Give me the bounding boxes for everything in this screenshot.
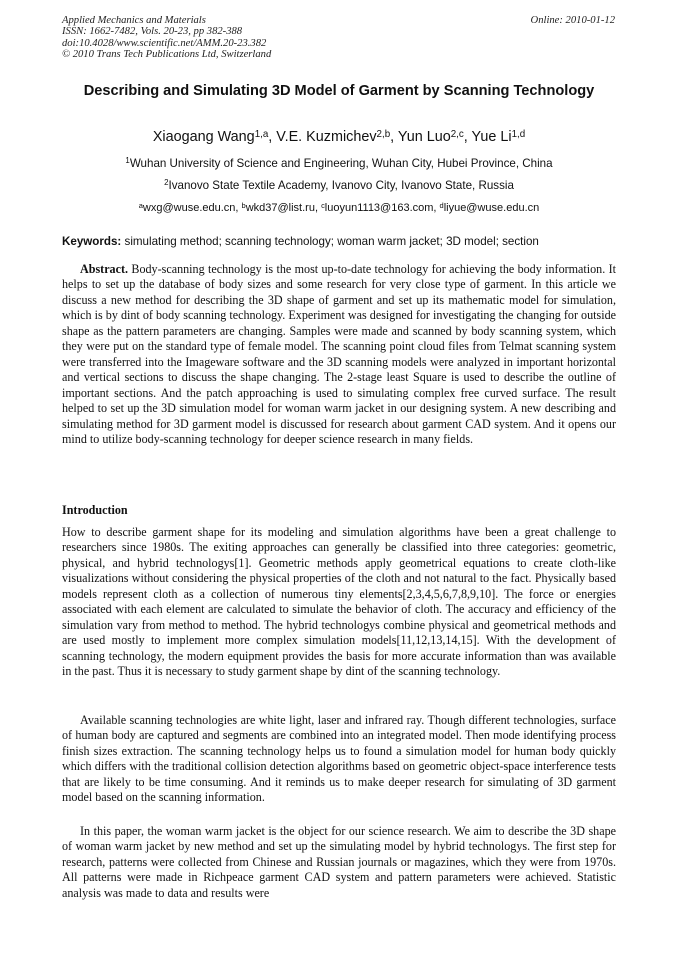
doi-line: doi:10.4028/www.scientific.net/AMM.20-23.382 [62, 37, 267, 49]
abstract-label: Abstract. [80, 262, 129, 276]
affiliation-text: Wuhan University of Science and Engineering, Wuhan City, Hubei Province, China [129, 157, 553, 170]
copyright-line: © 2010 Trans Tech Publications Ltd, Switzerland [62, 49, 272, 61]
affiliation-sup: 2 [164, 178, 169, 188]
author-sup: 1,a [254, 128, 269, 140]
affiliation [62, 157, 616, 171]
author-name: Yun Luo [397, 129, 451, 145]
author-name: Xiaogang Wang [152, 129, 255, 145]
email-sup: b [241, 200, 246, 210]
introduction-paragraph: In this paper, the woman warm jacket is the object for our science research. We aim to describe the 3D shape of woman warm jacket by new method and set up the simulating model by hybrid technologys. The first step for research, patterns were collected from Chinese and Russian journals or magazines, which they were from 1970s. All patterns were made in Richpeace garment CAD system and pattern parameters were achieved. Statistic analysis was made to data and results were [62, 824, 616, 900]
online-date: Online: 2010-01-12 [530, 15, 615, 26]
affiliation-sup: 1 [125, 156, 130, 166]
keywords-text: simulating method; scanning technology; woman warm jacket; 3D model; section [124, 235, 539, 248]
email-address: luoyun1113@163.com [324, 202, 434, 214]
keywords [62, 234, 616, 249]
email-sup: a [138, 200, 143, 210]
introduction-paragraph: Available scanning technologies are white light, laser and infrared ray. Though different technologies, surface of human body are captured and segments are combined into an integrated model. Then mode identifying process finish sizes extraction. The scanning technology helps us to found a simulation model for human body quickly which differs with the traditional collision detection algorithms based on geometric object-space interference tests that are likely to be time consuming. And it reminds us to make deeper research for simulating of 3D garment model based on the scanning information. [62, 713, 616, 805]
abstract [62, 262, 616, 447]
email-sup: c [321, 200, 325, 210]
author-list: Xiaogang Wang$^{1,a}$, V.E. Kuzmichev$^{2,b}$, Yun Luo$^{2,c}$, Yue Li$^{1,d}$ [152, 128, 526, 145]
email-address: wkd37@list.ru [245, 202, 315, 214]
issn-line: ISSN: 1662-7482, Vols. 20-23, pp 382-388 [62, 26, 243, 38]
section-heading-introduction: Introduction [62, 503, 128, 517]
affiliation [62, 179, 616, 193]
journal-name: Applied Mechanics and Materials [62, 15, 206, 26]
paper-title: Describing and Simulating 3D Model of Garment by Scanning Technology [83, 83, 595, 99]
affiliation-text: Ivanovo State Textile Academy, Ivanovo City, Ivanovo State, Russia [168, 179, 514, 192]
introduction-paragraph: How to describe garment shape for its modeling and simulation algorithms have been a great challenge to researchers since 1980s. The exiting approaches can generally be classified into three categories: geometric, physical, and hybrid technologys[1]. Geometric methods apply geometrical equations to create cloth-like visualizations without considering the physical properties of the cloth and not natural to the fact. Physically based models represent cloth as a collection of numerous tiny elements[2,3,4,5,6,7,8,9,10]. The force or energies associated with each element are calculated to simulate the behavior of cloth. The accuracy and efficiency of the simulation vary from method to method. The hybrid technologys combine physical and geometrical methods and are used mostly to implement more complex simulation models[11,12,13,14,15]. With the development of scanning technology, the modern equipment provides the basis for more accurate information than was available in the past. Thus it is necessary to study garment shape by dint of the scanning technology. [62, 525, 616, 679]
email-address: wxg@wuse.edu.cn [142, 202, 236, 214]
author-name: V.E. Kuzmichev [276, 129, 377, 145]
email-sup: d [439, 200, 444, 210]
abstract-text: Body-scanning technology is the most up-to-date technology for achieving the body information. It helps to set up the database of body sizes and some research for very close type of garment. In this article we discuss a new method for describing the 3D shape of garment and set up its mathematic model for simulation, which is by dint of body scanning technology. Experiment was designed for investigating the changing for outside shape as the pattern parameters are changing. Samples were made and scanned by body scanning system, which they were put on the standard type of female model. The scanning point cloud files from Telmat scanning system were transferred into the Imageware software and the 3D scanning models were analyzed in important horizontal and vertical sections to discuss the shape changing. The 2-stage least Square is used to describe the outline of important sections. And the patch approaching is used to simulating complex free curved surface. The result helped to set up the 3D simulation model for woman warm jacket in our designing system. A new describing and simulating method for 3D garment model is discussed for research about garment CAD system. And it opens our mind to utilize body-scanning technology for deeper science research in many fields. [62, 262, 616, 446]
email-list: $^a$wxg@wuse.edu.cn, $^b$wkd37@list.ru, $^c$luoyun1113@163.com, $^d$liyue@wuse.edu.cn [138, 200, 540, 214]
email-address: liyue@wuse.edu.cn [443, 202, 540, 214]
author-name: Yue Li [471, 129, 512, 145]
keywords-label: Keywords: [62, 235, 122, 248]
author-sup: 2,b [376, 128, 391, 140]
author-sup: 1,d [511, 128, 526, 140]
author-sup: 2,c [450, 128, 464, 140]
journal-meta [62, 15, 271, 61]
